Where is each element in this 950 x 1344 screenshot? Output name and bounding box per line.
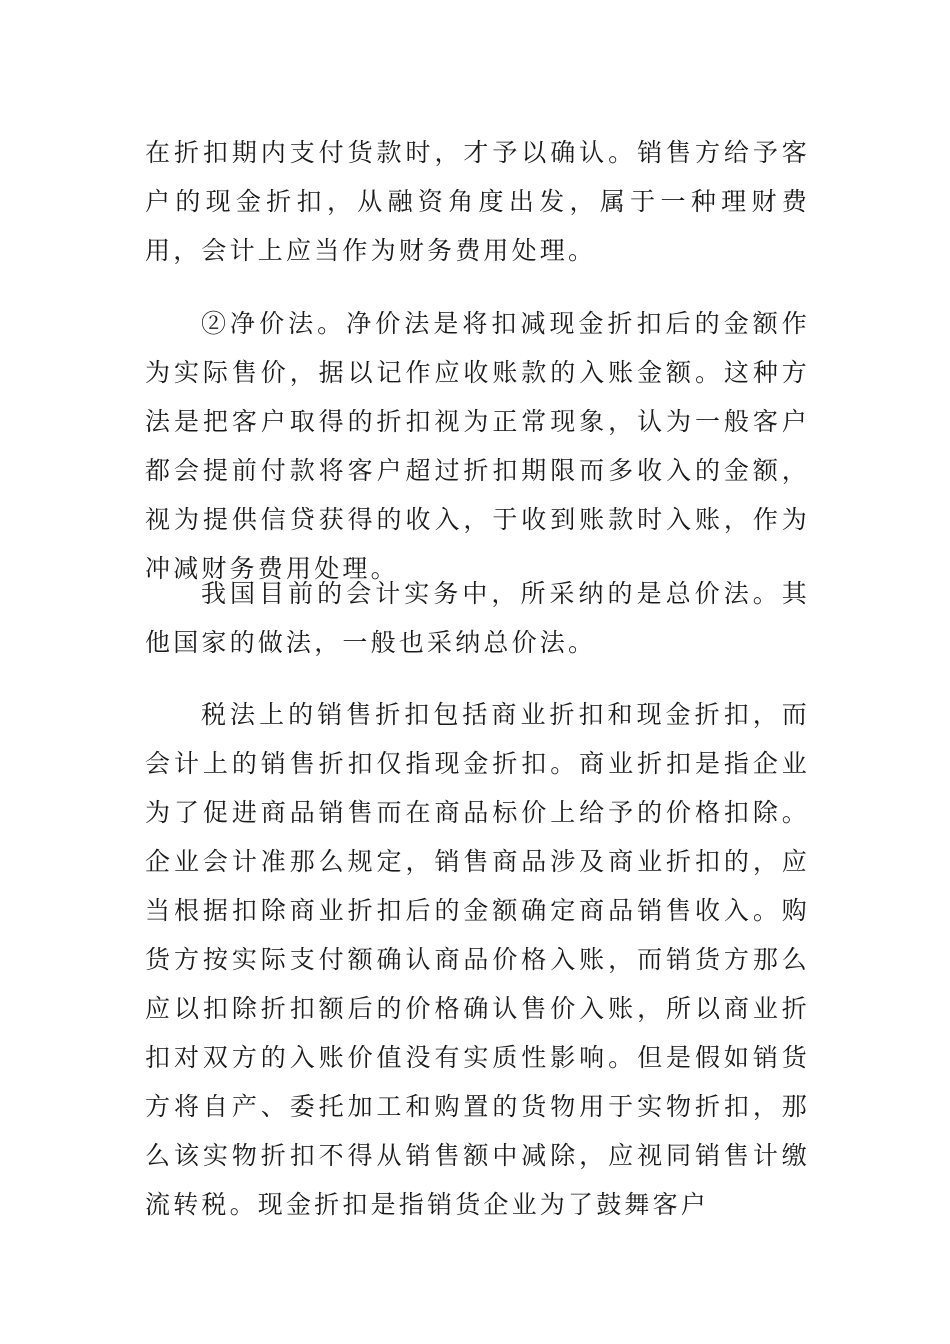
paragraph-total-price-method-continued: 在折扣期内支付货款时，才予以确认。销售方给予客户的现金折扣，从融资角度出发，属于一种理财费用，会计上应当作为财务费用处理。 <box>145 138 810 265</box>
paragraph-net-price-method: ②净价法。净价法是将扣减现金折扣后的金额作为实际售价，据以记作应收账款的入账金额。这种方法是把客户取得的折扣视为正常现象，认为一般客户都会提前付款将客户超过折扣期限而多收入的金额，视为提供信贷获得的收入，于收到账款时入账，作为冲减财务费用处理。 <box>145 309 810 583</box>
paragraph-domestic-practice: 我国目前的会计实务中，所采纳的是总价法。其他国家的做法，一般也采纳总价法。 <box>145 579 810 657</box>
paragraph-tax-law-sales-discount: 税法上的销售折扣包括商业折扣和现金折扣，而会计上的销售折扣仅指现金折扣。商业折扣是指企业为了促进商品销售而在商品标价上给予的价格扣除。企业会计准那么规定，销售商品涉及商业折扣的，应当根据扣除商业折扣后的金额确定商品销售收入。购货方按实际支付额确认商品价格入账，而销货方那么应以扣除折扣额后的价格确认售价入账，所以商业折扣对双方的入账价值没有实质性影响。但是假如销货方将自产、委托加工和购置的货物用于实物折扣，那么该实物折扣不得从销售额中减除，应视同销售计缴流转税。现金折扣是指销货企业为了鼓舞客户 <box>145 700 810 1219</box>
